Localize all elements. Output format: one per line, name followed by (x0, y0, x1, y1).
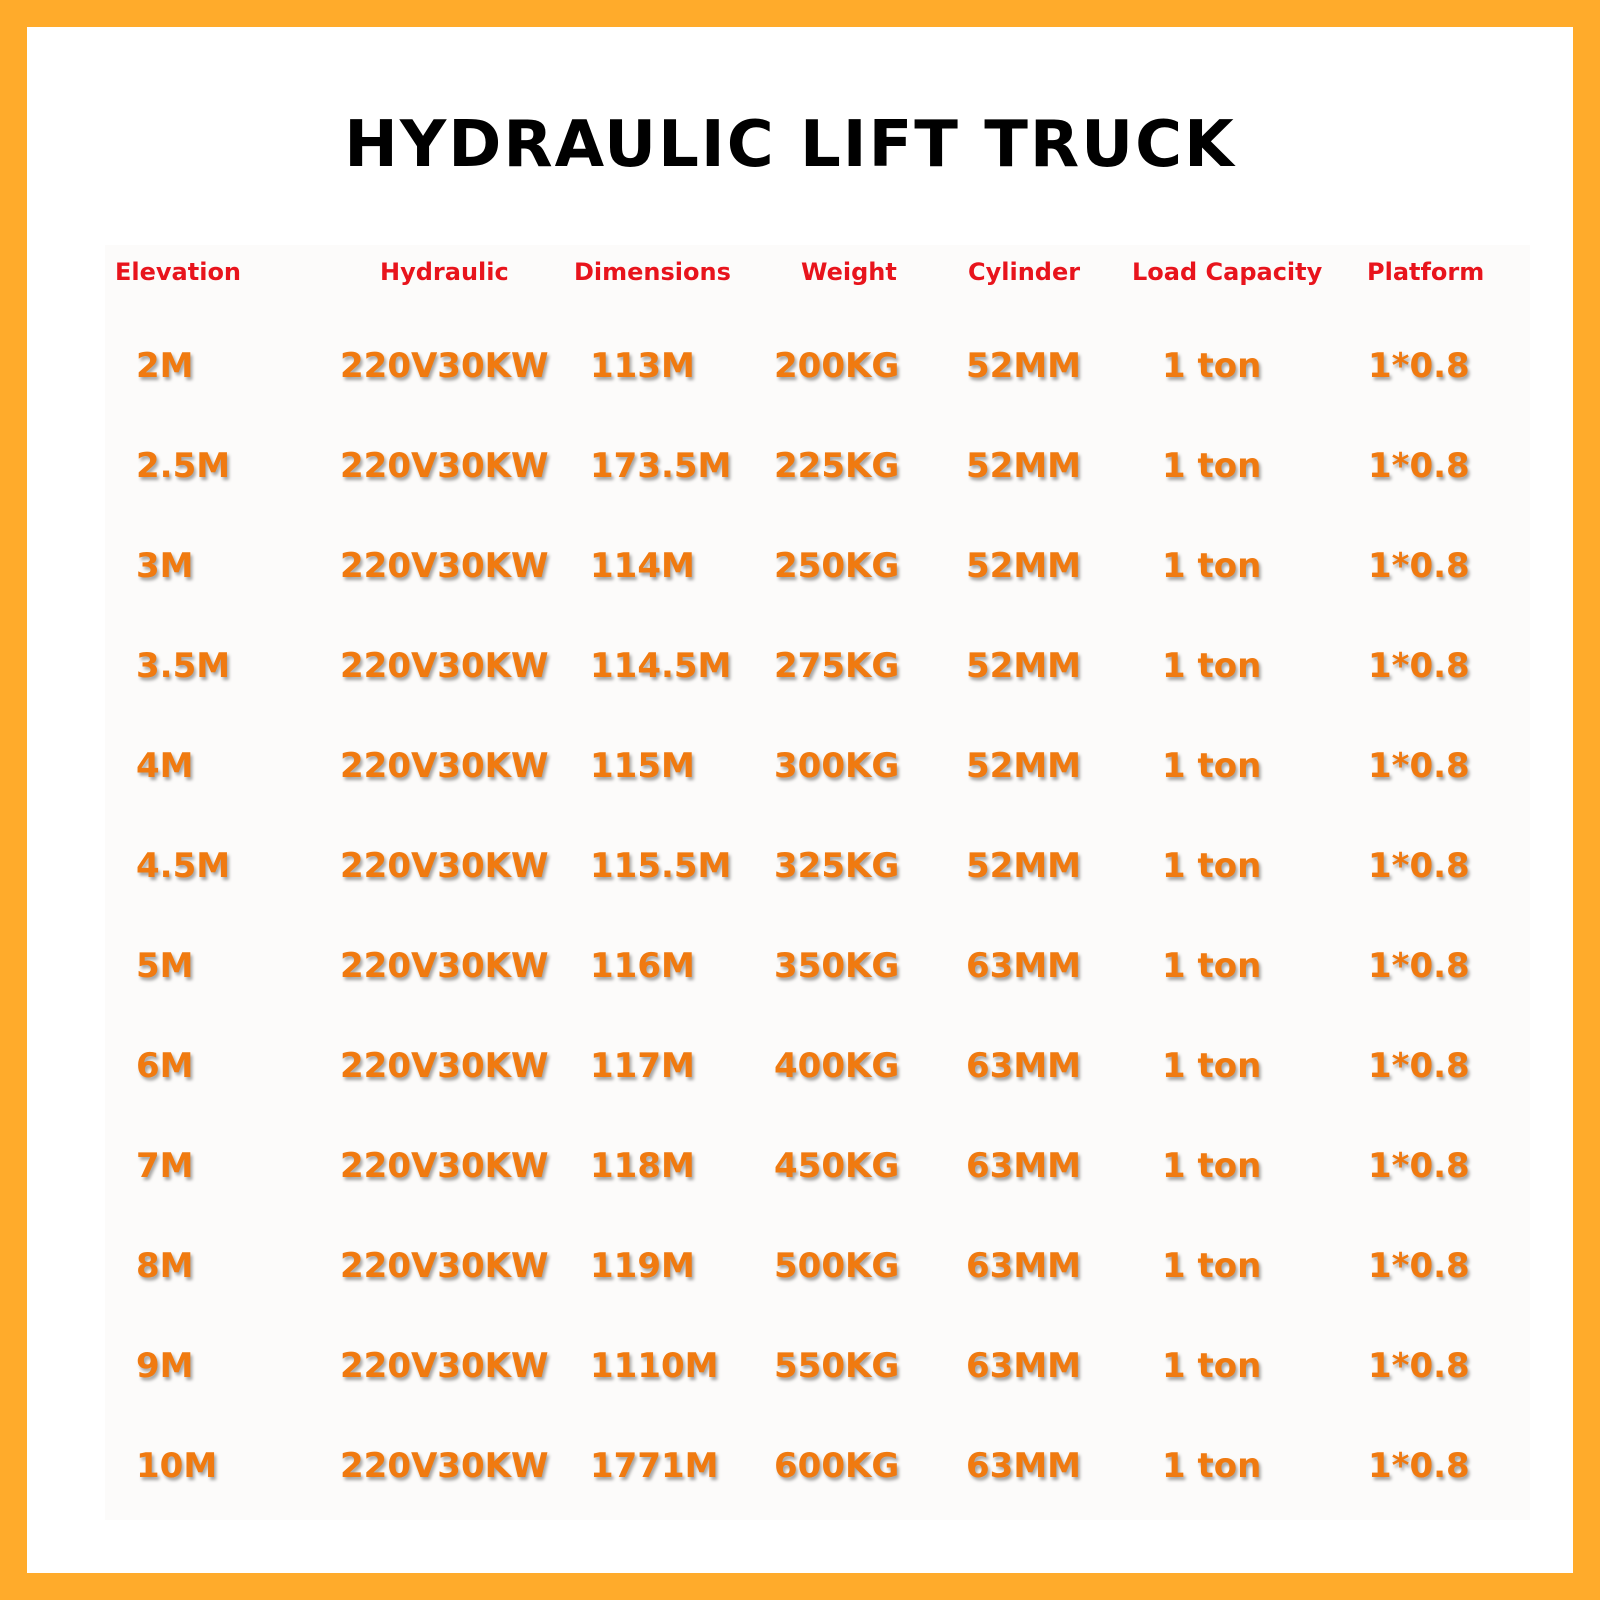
cell-elevation: 2.5M (136, 446, 231, 486)
cell-load-capacity: 1 ton (1162, 1446, 1262, 1486)
cell-load-capacity: 1 ton (1162, 746, 1262, 786)
cell-platform: 1*0.8 (1368, 1246, 1470, 1286)
cell-dimensions: 1771M (590, 1446, 719, 1486)
cell-elevation: 10M (136, 1446, 218, 1486)
cell-platform: 1*0.8 (1368, 346, 1470, 386)
cell-dimensions: 1110M (590, 1346, 719, 1386)
cell-elevation: 9M (136, 1346, 194, 1386)
cell-cylinder: 52MM (966, 346, 1081, 386)
cell-hydraulic: 220V30KW (340, 446, 549, 486)
cell-elevation: 4M (136, 746, 194, 786)
cell-hydraulic: 220V30KW (340, 1346, 549, 1386)
cell-weight: 225KG (774, 446, 900, 486)
cell-platform: 1*0.8 (1368, 546, 1470, 586)
cell-dimensions: 119M (590, 1246, 695, 1286)
cell-load-capacity: 1 ton (1162, 1346, 1262, 1386)
cell-weight: 450KG (774, 1146, 900, 1186)
header-weight: Weight (801, 258, 897, 286)
cell-dimensions: 118M (590, 1146, 695, 1186)
header-elevation: Elevation (115, 258, 242, 286)
cell-platform: 1*0.8 (1368, 1046, 1470, 1086)
cell-cylinder: 52MM (966, 446, 1081, 486)
cell-cylinder: 63MM (966, 1146, 1081, 1186)
cell-load-capacity: 1 ton (1162, 1146, 1262, 1186)
cell-dimensions: 115.5M (590, 846, 732, 886)
cell-dimensions: 117M (590, 1046, 695, 1086)
header-cylinder: Cylinder (968, 258, 1081, 286)
cell-hydraulic: 220V30KW (340, 646, 549, 686)
cell-elevation: 7M (136, 1146, 194, 1186)
cell-cylinder: 63MM (966, 1246, 1081, 1286)
header-load-capacity: Load Capacity (1132, 258, 1323, 286)
cell-dimensions: 113M (590, 346, 695, 386)
cell-dimensions: 114.5M (590, 646, 732, 686)
cell-weight: 350KG (774, 946, 900, 986)
cell-platform: 1*0.8 (1368, 1446, 1470, 1486)
cell-elevation: 8M (136, 1246, 194, 1286)
cell-elevation: 4.5M (136, 846, 231, 886)
cell-weight: 600KG (774, 1446, 900, 1486)
cell-load-capacity: 1 ton (1162, 346, 1262, 386)
cell-elevation: 6M (136, 1046, 194, 1086)
cell-cylinder: 52MM (966, 546, 1081, 586)
cell-cylinder: 63MM (966, 1446, 1081, 1486)
cell-load-capacity: 1 ton (1162, 546, 1262, 586)
cell-weight: 400KG (774, 1046, 900, 1086)
cell-cylinder: 63MM (966, 1346, 1081, 1386)
cell-load-capacity: 1 ton (1162, 1246, 1262, 1286)
cell-cylinder: 63MM (966, 1046, 1081, 1086)
page-title: HYDRAULIC LIFT TRUCK (344, 108, 1236, 182)
cell-hydraulic: 220V30KW (340, 1046, 549, 1086)
cell-platform: 1*0.8 (1368, 1346, 1470, 1386)
cell-dimensions: 115M (590, 746, 695, 786)
cell-hydraulic: 220V30KW (340, 746, 549, 786)
cell-weight: 200KG (774, 346, 900, 386)
cell-hydraulic: 220V30KW (340, 346, 549, 386)
cell-hydraulic: 220V30KW (340, 1446, 549, 1486)
cell-platform: 1*0.8 (1368, 846, 1470, 886)
header-dimensions: Dimensions (574, 258, 731, 286)
cell-platform: 1*0.8 (1368, 746, 1470, 786)
header-platform: Platform (1367, 258, 1485, 286)
cell-load-capacity: 1 ton (1162, 846, 1262, 886)
cell-hydraulic: 220V30KW (340, 846, 549, 886)
cell-hydraulic: 220V30KW (340, 546, 549, 586)
cell-elevation: 5M (136, 946, 194, 986)
cell-weight: 325KG (774, 846, 900, 886)
cell-cylinder: 52MM (966, 746, 1081, 786)
cell-platform: 1*0.8 (1368, 446, 1470, 486)
cell-cylinder: 52MM (966, 846, 1081, 886)
cell-cylinder: 63MM (966, 946, 1081, 986)
header-hydraulic: Hydraulic (380, 258, 509, 286)
cell-weight: 550KG (774, 1346, 900, 1386)
cell-platform: 1*0.8 (1368, 1146, 1470, 1186)
cell-dimensions: 114M (590, 546, 695, 586)
cell-cylinder: 52MM (966, 646, 1081, 686)
cell-load-capacity: 1 ton (1162, 1046, 1262, 1086)
cell-elevation: 3M (136, 546, 194, 586)
cell-hydraulic: 220V30KW (340, 1146, 549, 1186)
cell-elevation: 2M (136, 346, 194, 386)
cell-elevation: 3.5M (136, 646, 231, 686)
cell-hydraulic: 220V30KW (340, 1246, 549, 1286)
cell-weight: 500KG (774, 1246, 900, 1286)
cell-weight: 250KG (774, 546, 900, 586)
cell-weight: 275KG (774, 646, 900, 686)
cell-platform: 1*0.8 (1368, 946, 1470, 986)
cell-load-capacity: 1 ton (1162, 646, 1262, 686)
cell-weight: 300KG (774, 746, 900, 786)
cell-hydraulic: 220V30KW (340, 946, 549, 986)
cell-load-capacity: 1 ton (1162, 946, 1262, 986)
cell-dimensions: 173.5M (590, 446, 732, 486)
cell-platform: 1*0.8 (1368, 646, 1470, 686)
cell-dimensions: 116M (590, 946, 695, 986)
cell-load-capacity: 1 ton (1162, 446, 1262, 486)
